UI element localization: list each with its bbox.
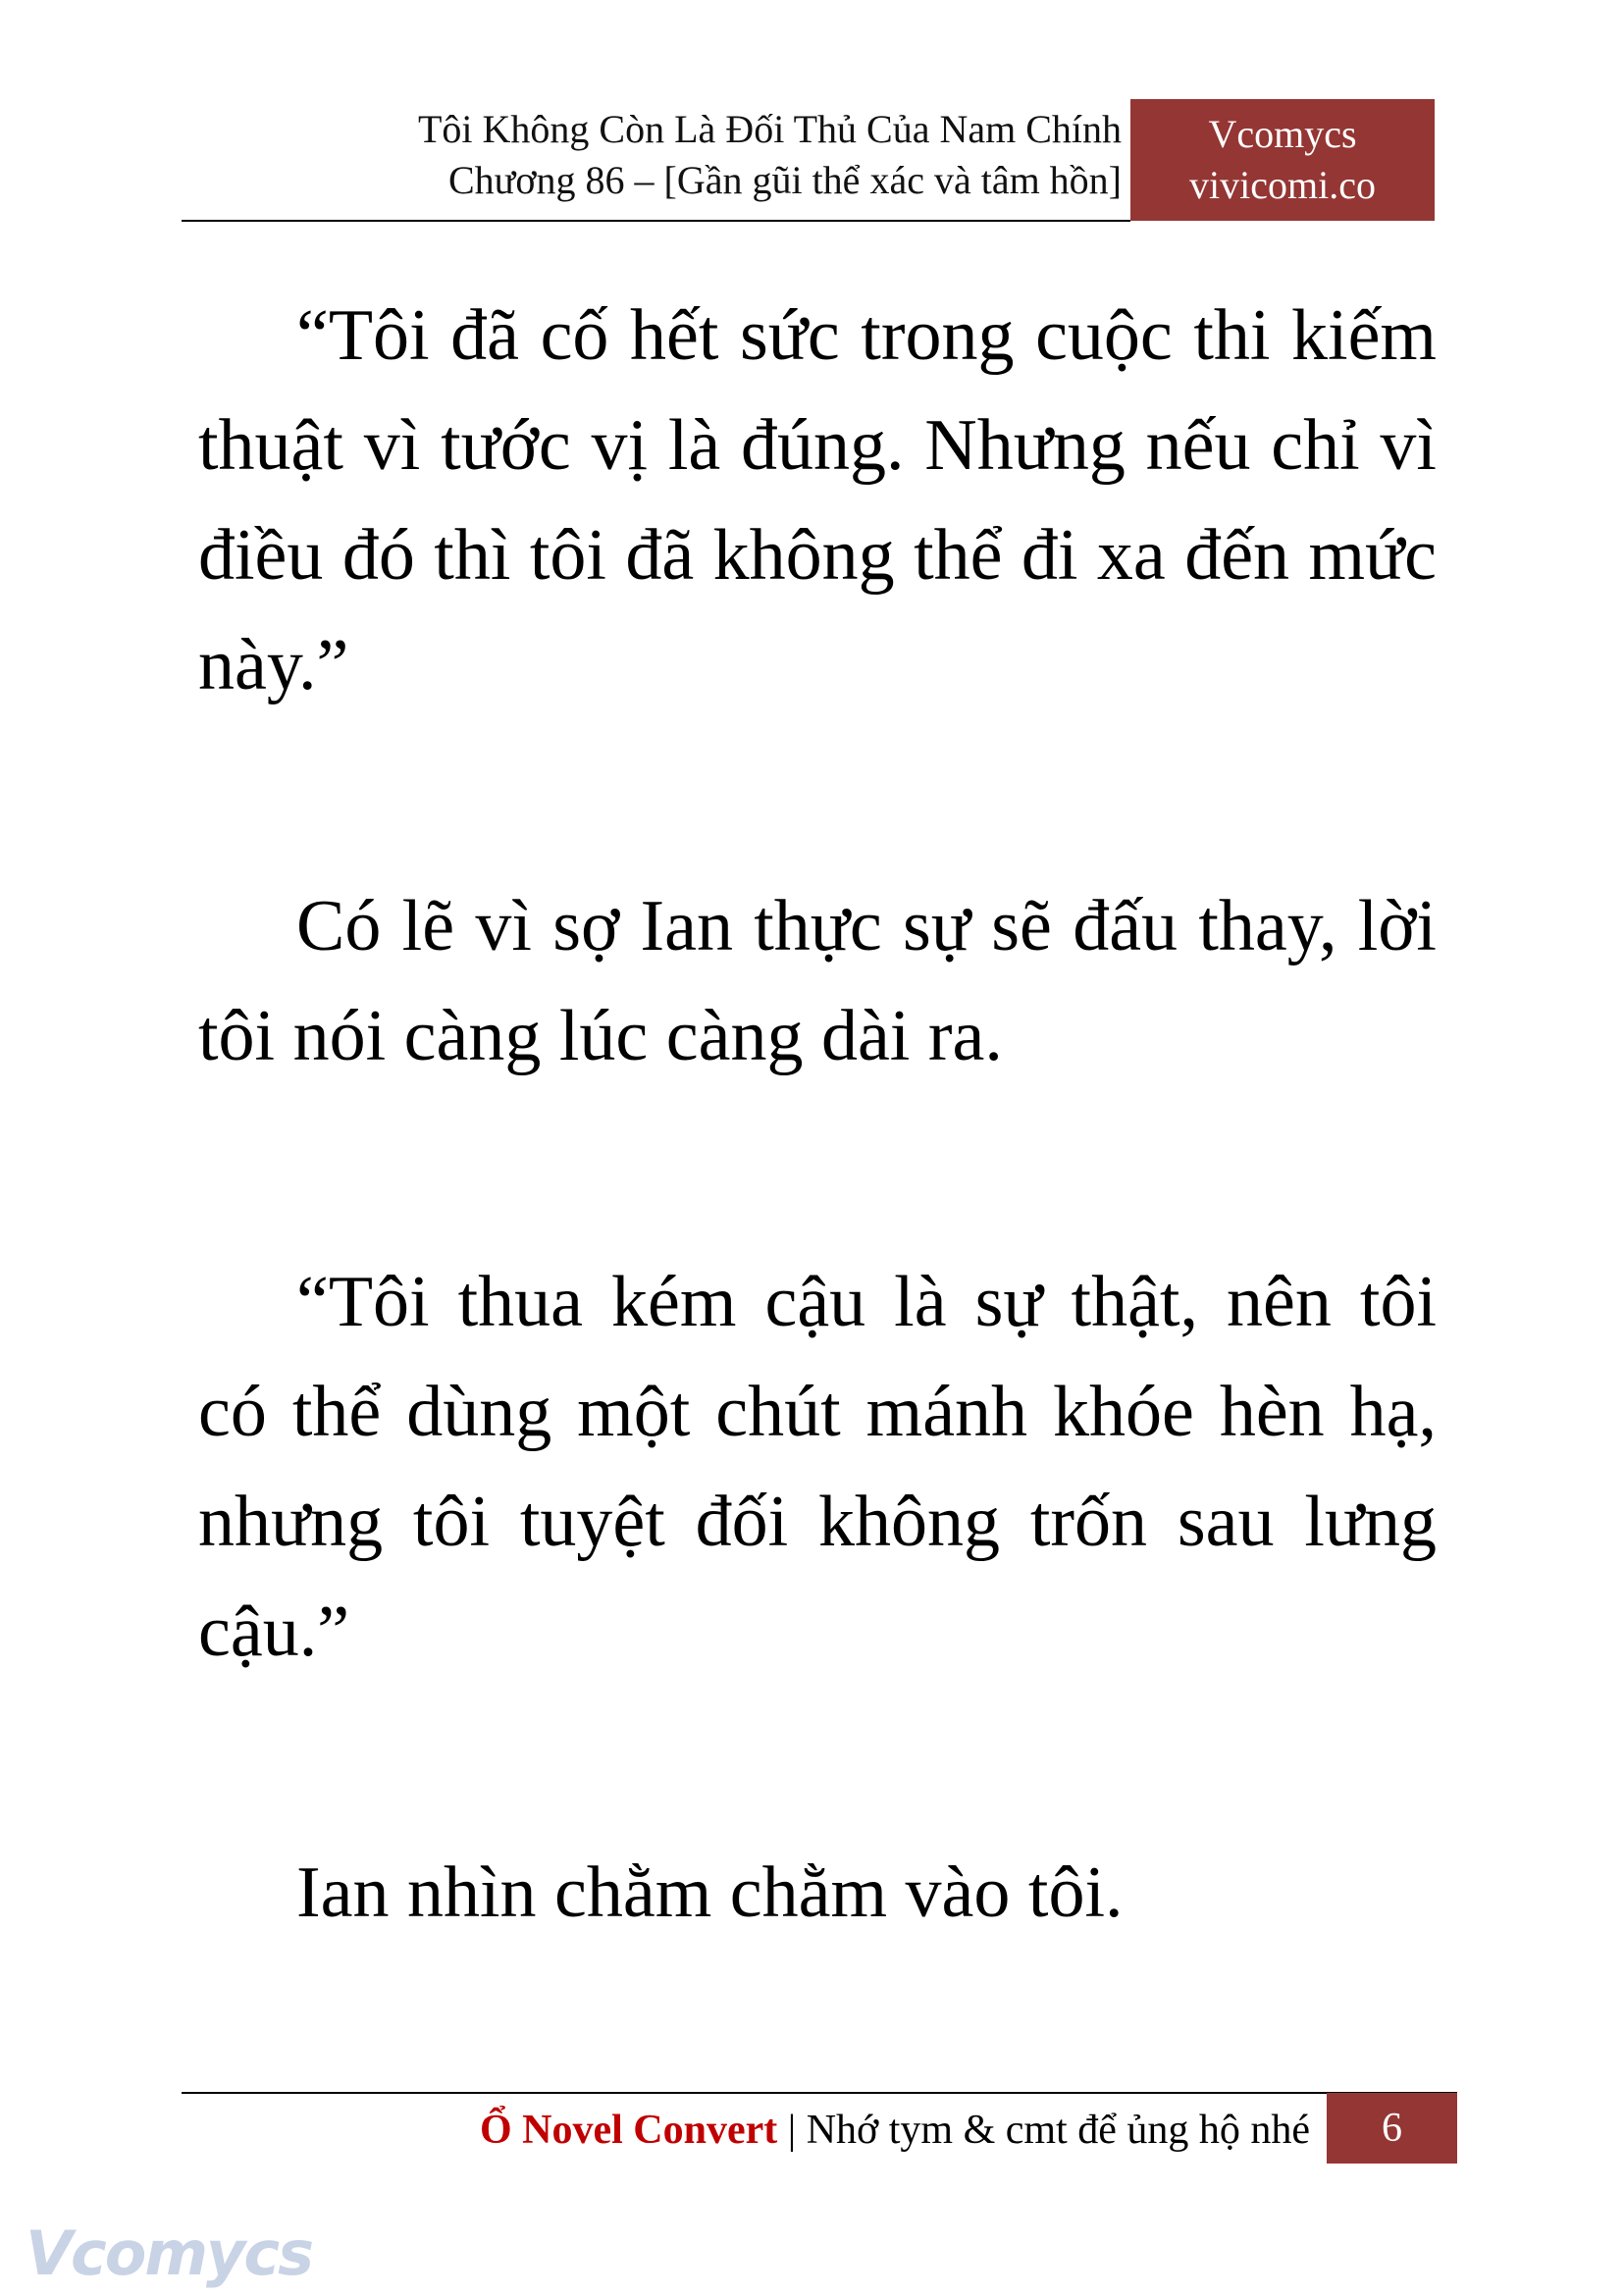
footer-brand: Ổ Novel Convert xyxy=(479,2108,778,2153)
header-titles xyxy=(418,104,1122,206)
header-brand-box xyxy=(1130,99,1435,221)
chapter-title: Chương 86 – [Gần gũi thể xác và tâm hồn] xyxy=(447,158,1122,202)
watermark-logo: Vcomycs xyxy=(26,2217,313,2289)
paragraph-2: Có lẽ vì sợ Ian thực sự sẽ đấu thay, lời tôi nói càng lúc càng dài ra. xyxy=(198,886,1437,1076)
paragraph-4: Ian nhìn chằm chằm vào tôi. xyxy=(296,1852,1124,1933)
header-divider xyxy=(182,220,1130,222)
book-title: Tôi Không Còn Là Đối Thủ Của Nam Chính xyxy=(418,107,1122,151)
paragraph-1: “Tôi đã cố hết sức trong cuộc thi kiếm thuật vì tước vị là đúng. Nhưng nếu chỉ vì điều đó thì tôi đã không thể đi xa đến mức này.” xyxy=(198,295,1437,705)
brand-name: Vcomycs xyxy=(1208,112,1357,156)
brand-site: vivicomi.co xyxy=(1189,163,1376,207)
footer-divider xyxy=(182,2092,1457,2094)
footer-text xyxy=(480,2103,1310,2158)
paragraph-3: “Tôi thua kém cậu là sự thật, nên tôi có thể dùng một chút mánh khóe hèn hạ, nhưng tôi tuyệt đối không trốn sau lưng cậu.” xyxy=(198,1262,1437,1672)
page-number: 6 xyxy=(1327,2093,1457,2164)
footer-separator: | xyxy=(777,2108,807,2153)
footer-message: Nhớ tym & cmt để ủng hộ nhé xyxy=(806,2108,1310,2153)
